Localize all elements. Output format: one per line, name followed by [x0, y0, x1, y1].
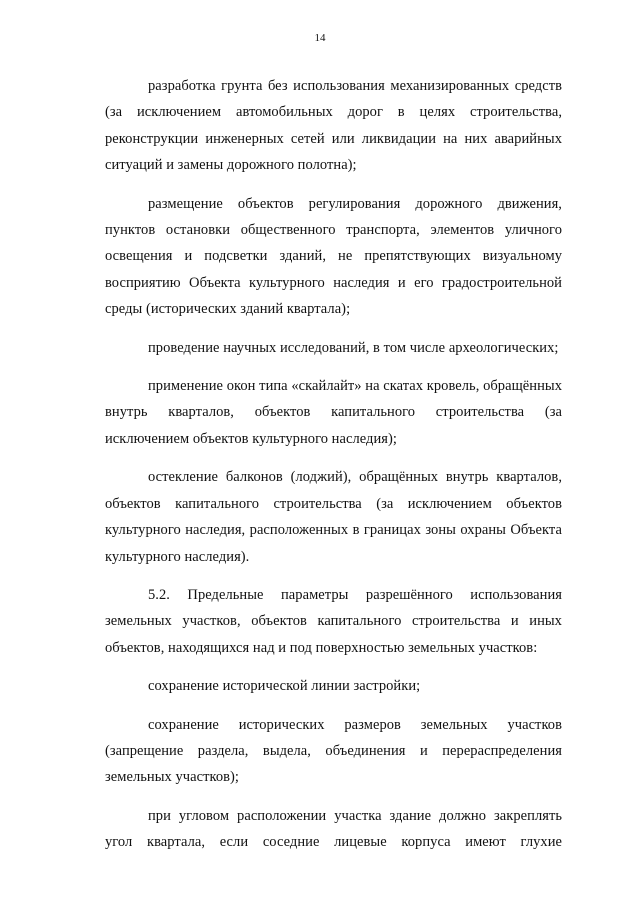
paragraph-soil-works: разработка грунта без использования механизированных средств (за исключением автомобильных дорог в целях строительства, реконструкции инженерных сетей или ликвидации на них аварийных ситуаций и замены дорожного полотна);	[105, 78, 562, 174]
paragraph-building-line: сохранение исторической линии застройки;	[148, 678, 421, 695]
paragraph-balcony-glazing: остекление балконов (лоджий), обращённых внутрь кварталов, объектов капитального строительства (за исключением объектов культурного наследия, расположенных в границах зоны охраны Объекта культурного наследия).	[105, 469, 562, 565]
document-body	[105, 73, 562, 856]
paragraph-skylight-windows: применение окон типа «скайлайт» на скатах кровель, обращённых внутрь кварталов, объектов капитального строительства (за исключением объектов культурного наследия);	[105, 378, 562, 447]
paragraph-research: проведение научных исследований, в том числе археологических;	[148, 339, 559, 356]
paragraph-traffic-objects: размещение объектов регулирования дорожного движения, пунктов остановки общественного транспорта, элементов уличного освещения и подсветки зданий, не препятствующих визуальному восприятию Объекта культурного наследия и его градостроительной среды (исторических зданий квартала);	[105, 195, 562, 318]
paragraph-section-5-2: 5.2. Предельные параметры разрешённого использования земельных участков, объектов капитального строительства и иных объектов, находящихся над и под поверхностью земельных участков:	[105, 586, 562, 656]
page-number: 14	[314, 32, 326, 44]
paragraph-corner-plot: при угловом расположении участка здание должно закреплять угол квартала, если соседние лицевые корпуса имеют глухие	[105, 807, 562, 851]
paragraph-plot-sizes: сохранение исторических размеров земельных участков (запрещение раздела, выдела, объединения и перераспределения земельных участков);	[105, 716, 562, 786]
